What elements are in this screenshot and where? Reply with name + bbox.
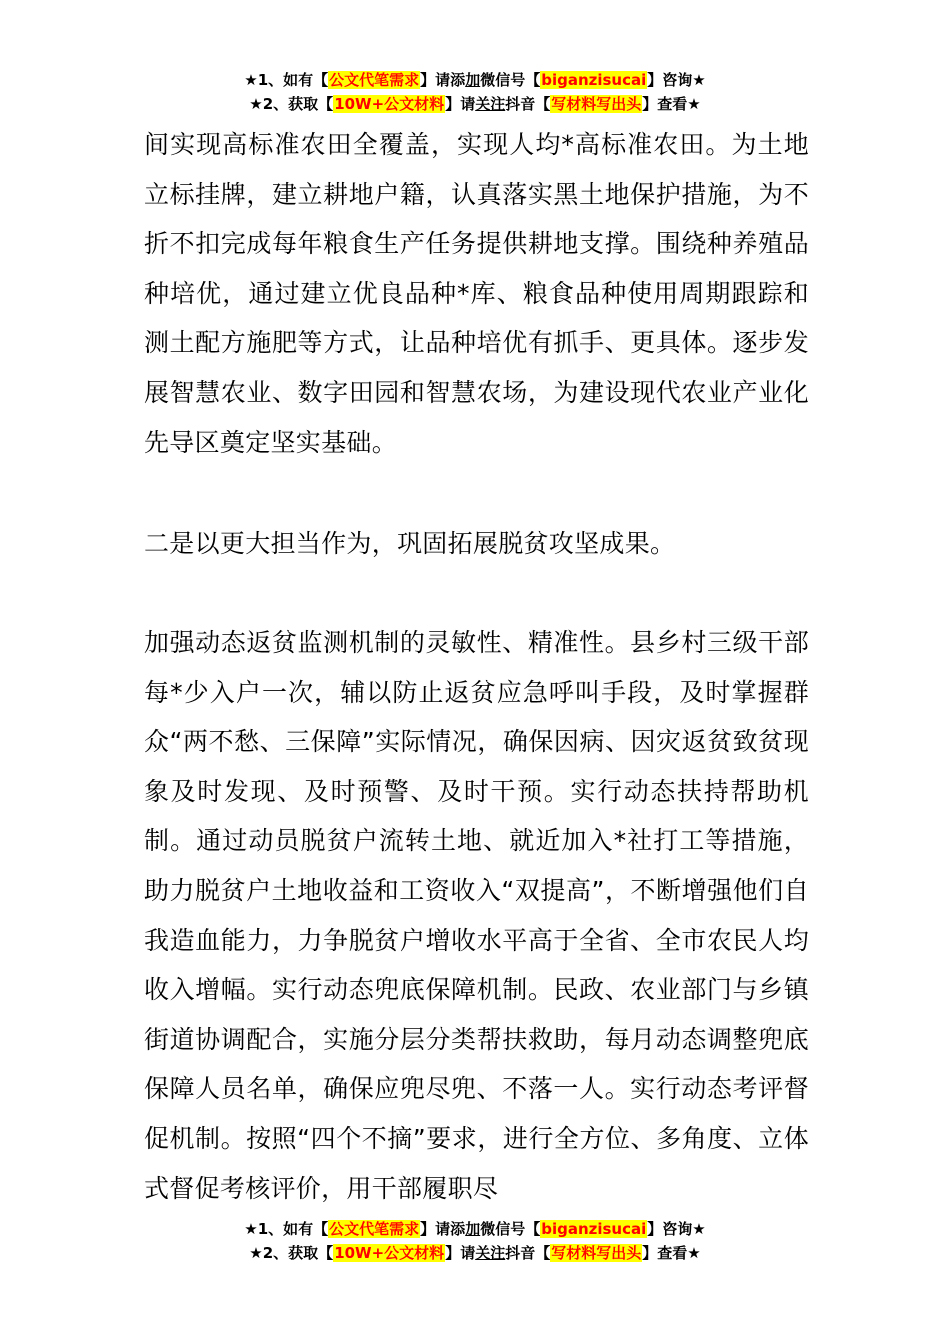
banner-text: ★2、获取【 <box>249 1244 334 1262</box>
banner-text: 】咨询★ <box>647 1220 706 1238</box>
banner-text: 】查看★ <box>642 95 701 113</box>
banner-text: 微信号【 <box>480 71 541 89</box>
paragraph-text: 间实现高标准农田全覆盖，实现人均*高标准农田。为土地立标挂牌，建立耕地户籍，认真落实黑土地保护措施，为不折不扣完成每年粮食生产任务提供耕地支撑。围绕种养殖品种培优，通过建立优良品种*库、粮食品种使用周期跟踪和测土配方施肥等方式，让品种培优有抓手、更具体。逐步发展智慧农业、数字田园和智慧农场，为建设现代农业产业化先导区奠定坚实基础。 <box>144 130 809 457</box>
banner-text: 】咨询★ <box>647 71 706 89</box>
banner-highlight: 公文代笔需求 <box>329 1220 420 1238</box>
document-paragraph-2 <box>144 519 809 569</box>
banner-underlined-text: 加 <box>465 71 481 89</box>
banner-text: 抖音【 <box>505 95 551 113</box>
banner-text: 】请 <box>445 1244 476 1262</box>
banner-text: 】请添 <box>420 71 466 89</box>
banner-line-2 <box>0 1241 950 1265</box>
banner-text: 】查看★ <box>642 1244 701 1262</box>
banner-highlight: 10W+公文材料 <box>334 1244 445 1262</box>
banner-highlight: 10W+公文材料 <box>334 95 445 113</box>
banner-wechat-id: biganzisucai <box>541 1220 647 1238</box>
banner-text: 微信号【 <box>480 1220 541 1238</box>
banner-highlight: 公文代笔需求 <box>329 71 420 89</box>
banner-douyin-account: 写材料写出头 <box>551 1244 642 1262</box>
header-banner <box>0 68 950 116</box>
banner-text: 】请 <box>445 95 476 113</box>
banner-line-1 <box>0 68 950 92</box>
banner-wechat-id: biganzisucai <box>541 71 647 89</box>
banner-douyin-account: 写材料写出头 <box>551 95 642 113</box>
banner-line-1 <box>0 1217 950 1241</box>
paragraph-text: 加强动态返贫监测机制的灵敏性、精准性。县乡村三级干部每*少入户一次，辅以防止返贫应急呼叫手段，及时掌握群众“两不愁、三保障”实际情况，确保因病、因灾返贫致贫现象及时发现、及时预警、及时干预。实行动态扶持帮助机制。通过动员脱贫户流转土地、就近加入*社打工等措施，助力脱贫户土地收益和工资收入“双提高”，不断增强他们自我造血能力，力争脱贫户增收水平高于全省、全市农民人均收入增幅。实行动态兜底保障机制。民政、农业部门与乡镇街道协调配合，实施分层分类帮扶救助，每月动态调整兜底保障人员名单，确保应兜尽兜、不落一人。实行动态考评督促机制。按照“四个不摘”要求，进行全方位、多角度、立体式督促考核评价，用干部履职尽 <box>144 628 809 1203</box>
banner-underlined-text: 关注 <box>475 95 506 113</box>
document-paragraph-1 <box>144 120 809 467</box>
document-paragraph-3 <box>144 618 809 1213</box>
banner-text: ★1、如有【 <box>244 1220 329 1238</box>
banner-underlined-text: 关注 <box>475 1244 506 1262</box>
banner-text: ★2、获取【 <box>249 95 334 113</box>
banner-line-2 <box>0 92 950 116</box>
banner-underlined-text: 加 <box>465 1220 481 1238</box>
section-heading: 二是以更大担当作为，巩固拓展脱贫攻坚成果。 <box>144 529 676 558</box>
banner-text: ★1、如有【 <box>244 71 329 89</box>
footer-banner <box>0 1217 950 1265</box>
banner-text: 抖音【 <box>505 1244 551 1262</box>
banner-text: 】请添 <box>420 1220 466 1238</box>
